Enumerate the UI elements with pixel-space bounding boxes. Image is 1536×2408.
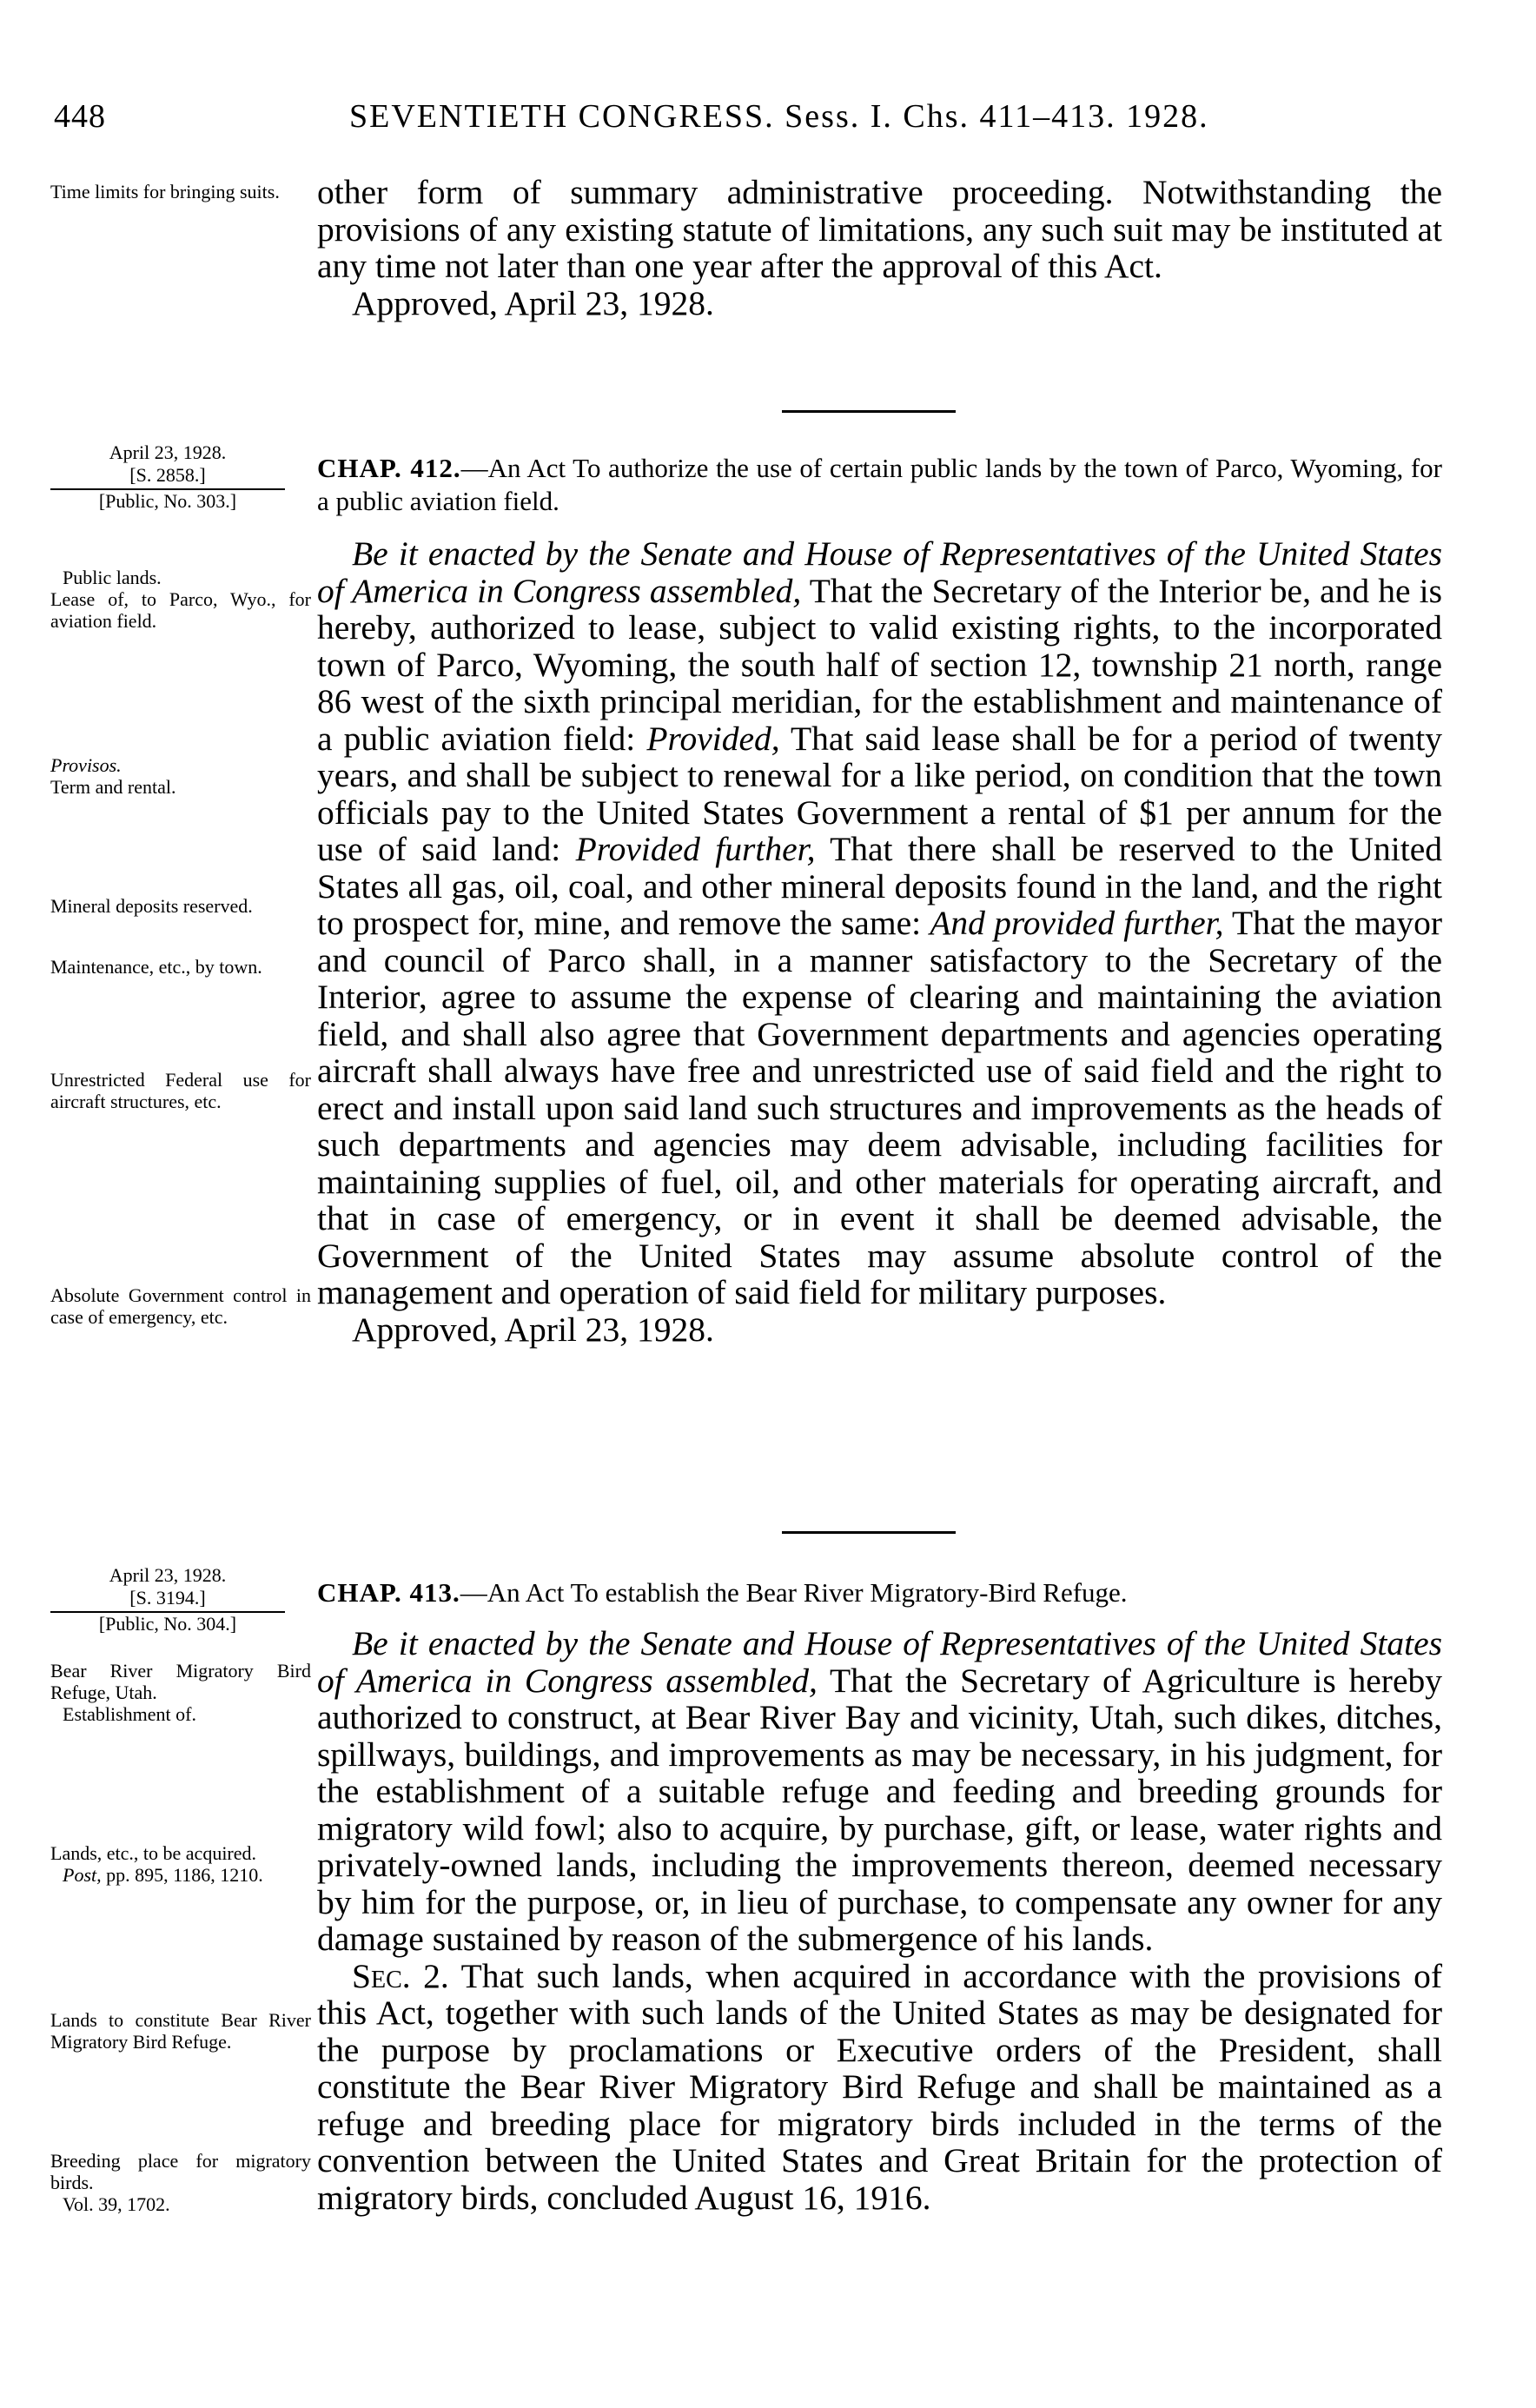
ch413-bill-number: [S. 3194.]	[50, 1587, 285, 1613]
margin-breeding: Breeding place for migratory birds.	[50, 2150, 311, 2193]
margin-note-bear-river	[50, 1660, 311, 1725]
margin-note-public-lands	[50, 567, 311, 632]
proviso-3: And provided further,	[930, 904, 1224, 942]
ch412-part-d: That the mayor and council of Parco shall, in a manner satisfactory to the Secretary of the Interior, agree to assume the expense of clearing and maintaining the aviation field, and shall also agree that Government departments and agencies operating aircraft shall always have free and unrestricted use of said field and the right to erect and install upon said land such structures and improvements as the heads of such departments and agencies may deem advisable, including facilities for maintaining supplies of fuel, oil, and other materials for operating aircraft, and that in case of emergency, or in event it shall be deemed advisable, the Government of the United States may assume absolute control of the management and operation of said field for military purposes.	[317, 904, 1442, 1311]
ch412-part-c: That there shall be reserved to the United States all gas, oil, coal, and other mineral deposits found in the land, and the right to prospect for, mine, and remove the same:	[317, 830, 1443, 942]
ch413-chapter-label: CHAP. 413.	[317, 1577, 460, 1608]
margin-note-provisos	[50, 754, 311, 798]
margin-lands-acquired: Lands, etc., to be acquired.	[50, 1842, 257, 1864]
page-number: 448	[54, 98, 106, 135]
ch413-title: —An Act To establish the Bear River Migratory-Bird Refuge.	[460, 1577, 1128, 1608]
margin-note-breeding	[50, 2150, 311, 2215]
margin-lease-parco: Lease of, to Parco, Wyo., for aviation field.	[50, 588, 311, 632]
ch412-heading	[317, 452, 1442, 518]
ch413-date-block	[50, 1564, 285, 1635]
ch413-heading	[317, 1576, 1442, 1609]
ch413-body	[317, 1625, 1442, 2216]
margin-note-absolute: Absolute Government control in case of emergency, etc.	[50, 1284, 311, 1328]
enacting-clause-412: Be it enacted by the Senate and House of Representatives of the United States of America in Congress assembled,	[317, 534, 1442, 610]
continuation-section	[317, 174, 1442, 322]
ch412-part-a: That the Secretary of the Interior be, and he is hereby, authorized to lease, subject to valid existing rights, to the incorporated town of Parco, Wyoming, the south half of section 12, township 21 north, range 86 west of the sixth principal meridian, for the establishment and maintenance of a public aviation field:	[317, 571, 1442, 758]
margin-note-unrestricted: Unrestricted Federal use for aircraft structures, etc.	[50, 1069, 311, 1112]
margin-post-refs: pp. 895, 1186, 1210.	[106, 1864, 263, 1886]
proviso-1: Provided,	[646, 719, 780, 758]
margin-post-label: Post,	[63, 1864, 102, 1886]
margin-bear-river: Bear River Migratory Bird Refuge, Utah.	[50, 1660, 311, 1703]
ch413-part-a: That the Secretary of Agriculture is hereby authorized to construct, at Bear River Bay and vicinity, Utah, such dikes, ditches, spillways, buildings, and improvements as may be necessary, in his judgment, for the establishment of a suitable refuge and feeding and breeding grounds for migratory wild fowl; also to acquire, by purchase, gift, or lease, water rights and privately-owned lands, including the improvements thereon, deemed necessary by him for the purpose, or, in lieu of purchase, to compensate any owner for any damage sustained by reason of the submergence of his lands.	[317, 1661, 1442, 1958]
ch412-bill-number: [S. 2858.]	[50, 464, 285, 490]
proviso-2: Provided further,	[575, 830, 816, 868]
margin-note-lands-constitute: Lands to constitute Bear River Migratory Bird Refuge.	[50, 2009, 311, 2053]
ch412-chapter-label: CHAP. 412.	[317, 453, 461, 483]
ch412-public-number: [Public, No. 303.]	[98, 490, 237, 512]
ch413-date: April 23, 1928.	[109, 1564, 227, 1586]
approved-411: Approved, April 23, 1928.	[352, 283, 714, 322]
ch413-sec2	[317, 1958, 1442, 2217]
ch413-public-number: [Public, No. 304.]	[98, 1613, 237, 1635]
margin-public-lands: Public lands.	[63, 567, 162, 588]
sec2-label: Sec. 2.	[352, 1956, 449, 1995]
section-divider-2	[782, 1531, 956, 1534]
running-title: SEVENTIETH CONGRESS. Sess. I. Chs. 411–413. 1928.	[349, 98, 1209, 135]
ch412-title: —An Act To authorize the use of certain public lands by the town of Parco, Wyoming, for a public aviation field.	[317, 453, 1442, 516]
margin-vol-ref: Vol. 39, 1702.	[63, 2193, 170, 2215]
ch412-text	[317, 535, 1442, 1311]
enacting-clause-413: Be it enacted by the Senate and House of Representatives of the United States of America in Congress assembled,	[317, 1624, 1442, 1700]
section-divider	[782, 410, 956, 413]
ch412-part-b: That said lease shall be for a period of twenty years, and shall be subject to renewal for a like period, on condition that the town officials pay to the United States Government a rental of $1 per annum for the use of said land:	[317, 719, 1442, 868]
margin-provisos: Provisos.	[50, 754, 122, 776]
ch412-date: April 23, 1928.	[109, 441, 227, 463]
margin-note-mineral: Mineral deposits reserved.	[50, 895, 253, 917]
margin-establishment: Establishment of.	[63, 1703, 196, 1725]
margin-note-maintenance: Maintenance, etc., by town.	[50, 956, 262, 978]
continuation-paragraph: other form of summary administrative proceeding. Notwithstanding the provisions of any existing statute of limitations, any such suit may be instituted at any time not later than one year after the approval of this Act.	[317, 173, 1442, 285]
ch412-date-block	[50, 441, 285, 513]
approved-412: Approved, April 23, 1928.	[352, 1310, 714, 1349]
sec2-text: That such lands, when acquired in accordance with the provisions of this Act, together with such lands of the United States as may be designated for the purpose by proclamations or Executive orders of the President, shall constitute the Bear River Migratory Bird Refuge and shall be maintained as a refuge and breeding place for migratory birds included in the terms of the convention between the United States and Great Britain for the protection of migratory birds, concluded August 16, 1916.	[317, 1956, 1442, 2217]
margin-note-time-limits: Time limits for bringing suits.	[50, 181, 280, 202]
margin-note-lands-acquired	[50, 1842, 311, 1886]
page-header	[54, 97, 1536, 149]
ch413-text	[317, 1625, 1442, 1958]
margin-term-rental: Term and rental.	[50, 776, 176, 798]
ch412-body	[317, 535, 1442, 1348]
